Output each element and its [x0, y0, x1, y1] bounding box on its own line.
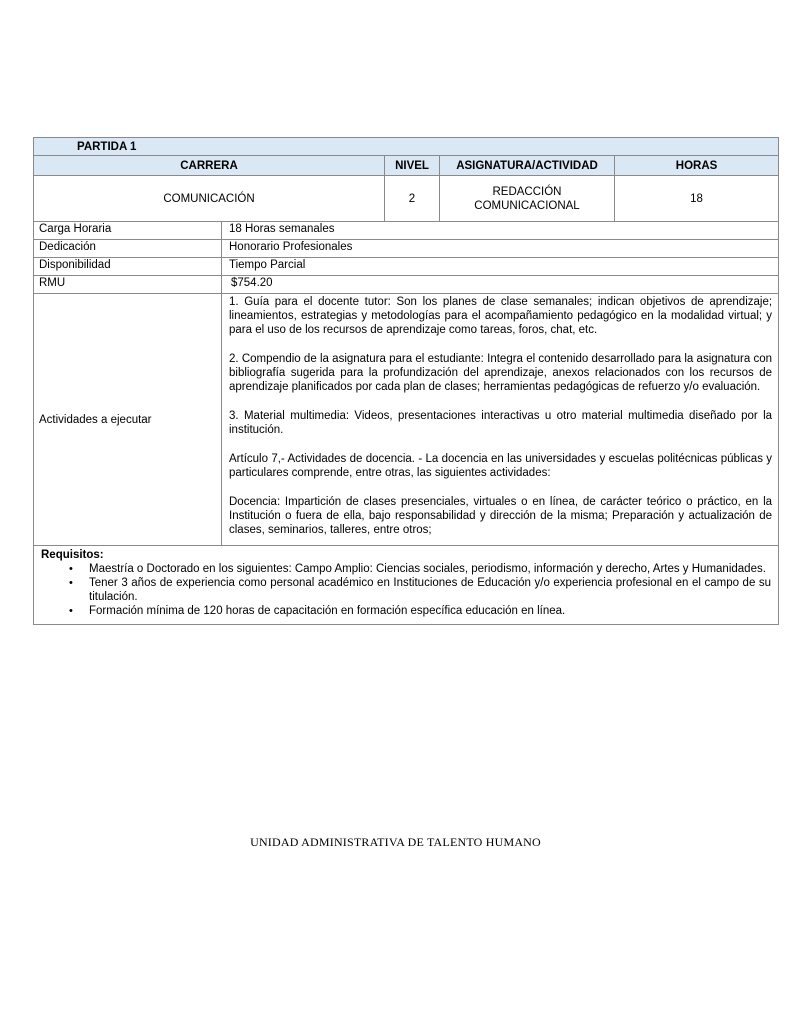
value-asignatura — [440, 176, 615, 222]
value-asignatura-line1: REDACCIÓN — [492, 185, 562, 198]
row-carga-horaria — [34, 222, 779, 240]
row-requisitos — [34, 546, 779, 625]
actividad-paragraph: 1. Guía para el docente tutor: Son los planes de clase semanales; indican objetivos de aprendizaje; lineamientos, estrategias y metodologías para el acompañamiento pedagógico en la modalidad virtual; y para el uso de los recursos de aprendizaje como tareas, foros, chat, etc. — [229, 296, 773, 336]
row-label: Dedicación — [34, 240, 222, 258]
row-label: Disponibilidad — [34, 258, 222, 276]
requisitos-list — [41, 562, 771, 618]
requisito-text: Tener 3 años de experiencia como personal académico en Instituciones de Educación y/o experiencia profesional en el campo de su titulación. — [89, 577, 772, 603]
row-actividades — [34, 294, 779, 546]
row-value: 18 Horas semanales — [222, 222, 779, 240]
bullet-icon: • — [69, 577, 73, 589]
partida-row — [34, 138, 779, 156]
list-item — [41, 562, 771, 576]
requisito-text: Formación mínima de 120 horas de capacitación en formación específica educación en línea. — [89, 605, 566, 617]
partida-table — [33, 137, 779, 625]
bullet-icon: • — [69, 563, 73, 575]
value-nivel: 2 — [385, 176, 440, 222]
row-rmu — [34, 276, 779, 294]
partida-title: PARTIDA 1 — [34, 138, 779, 156]
bullet-icon: • — [69, 605, 73, 617]
value-carrera: COMUNICACIÓN — [34, 176, 385, 222]
actividad-paragraph: Artículo 7,- Actividades de docencia. - La docencia en las universidades y escuelas politécnicas públicas y particulares comprende, entre otras, las siguientes actividades: — [229, 453, 773, 479]
header-nivel: NIVEL — [385, 156, 440, 176]
row-disponibilidad — [34, 258, 779, 276]
row-value: Tiempo Parcial — [222, 258, 779, 276]
requisitos-title: Requisitos: — [41, 549, 104, 561]
actividad-paragraph: Docencia: Impartición de clases presenciales, virtuales o en línea, de carácter teórico o práctico, en la Institución o fuera de ella, bajo responsabilidad y dirección de la misma; Preparación y actualización de clases, seminarios, talleres, entre otros; — [229, 496, 773, 536]
row-label: Carga Horaria — [34, 222, 222, 240]
values-row — [34, 176, 779, 222]
row-dedicacion — [34, 240, 779, 258]
rmu-value: $754.20 — [231, 277, 273, 289]
row-value — [222, 276, 779, 294]
list-item — [41, 604, 771, 618]
value-horas: 18 — [615, 176, 779, 222]
header-row — [34, 156, 779, 176]
row-label: RMU — [34, 276, 222, 294]
actividad-paragraph: 2. Compendio de la asignatura para el estudiante: Integra el contenido desarrollado para la asignatura con bibliografía sugerida para la profundización del aprendizaje, anexos relacionados con los recursos de aprendizaje planificados por cada plan de clases; herramientas pedagógicas de refuerzo y/o evaluación. — [229, 353, 773, 393]
actividades-content — [222, 294, 779, 546]
requisito-text: Maestría o Doctorado en los siguientes: Campo Amplio: Ciencias sociales, periodismo, información y derecho, Artes y Humanidades. — [89, 563, 766, 575]
list-item — [41, 576, 771, 604]
value-asignatura-line2: COMUNICACIONAL — [474, 199, 580, 212]
requisitos-content — [34, 546, 779, 625]
header-horas: HORAS — [615, 156, 779, 176]
header-carrera: CARRERA — [34, 156, 385, 176]
footer-text: UNIDAD ADMINISTRATIVA DE TALENTO HUMANO — [250, 835, 541, 849]
row-value: Honorario Profesionales — [222, 240, 779, 258]
actividades-label: Actividades a ejecutar — [34, 294, 222, 546]
header-asignatura: ASIGNATURA/ACTIVIDAD — [440, 156, 615, 176]
actividad-paragraph: 3. Material multimedia: Videos, presentaciones interactivas u otro material multimedia diseñado por la institución. — [229, 410, 773, 436]
